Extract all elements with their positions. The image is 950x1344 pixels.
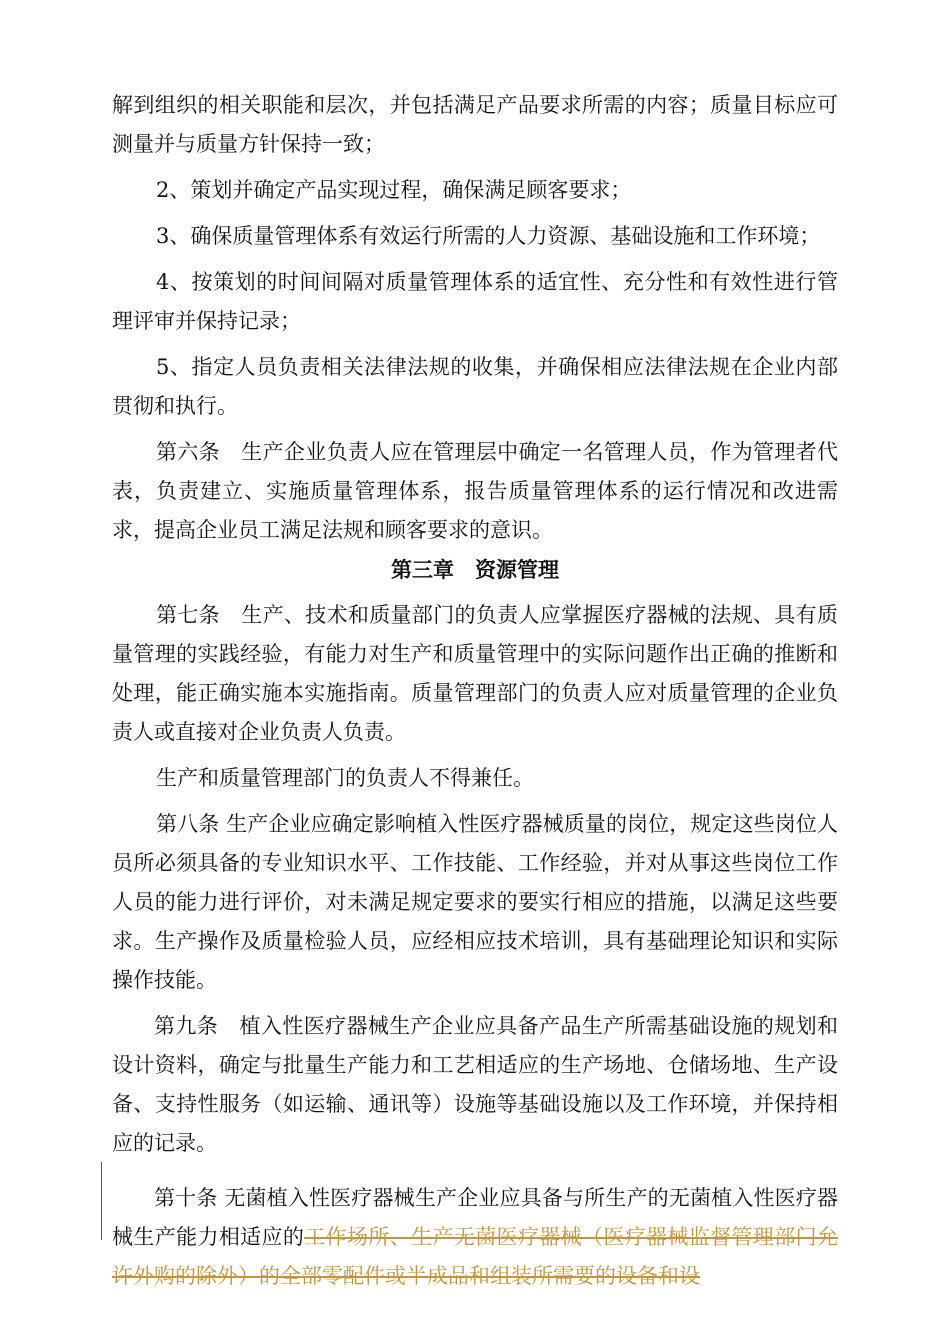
article-10 bbox=[112, 1179, 838, 1296]
article-8: 第八条 生产企业应确定影响植入性医疗器械质量的岗位，规定这些岗位人员所必须具备的专业知识水平、工作技能、工作经验，并对从事这些岗位工作人员的能力进行评价，对未满足规定要求的要实行相应的措施，以满足这些要求。生产操作及质量检验人员，应经相应技术培训，具有基础理论知识和实际操作技能。 bbox=[112, 812, 838, 992]
article-7: 第七条 生产、技术和质量部门的负责人应掌握医疗器械的法规、具有质量管理的实践经验，有能力对生产和质量管理中的实际问题作出正确的推断和处理，能正确实施本实施指南。质量管理部门的负责人应对质量管理的企业负责人或直接对企业负责人负责。 bbox=[112, 603, 838, 744]
list-item-4: 4、按策划的时间间隔对质量管理体系的适宜性、充分性和有效性进行管理评审并保持记录； bbox=[112, 270, 838, 333]
chapter-heading: 第三章 资源管理 bbox=[391, 557, 559, 582]
list-item-2: 2、策划并确定产品实现过程，确保满足顾客要求； bbox=[156, 178, 632, 202]
article-9: 第九条 植入性医疗器械生产企业应具备产品生产所需基础设施的规划和设计资料，确定与批量生产能力和工艺相适应的生产场地、仓储场地、生产设备、支持性服务（如运输、通讯等）设施等基础设施以及工作环境，并保持相应的记录。 bbox=[112, 1014, 838, 1155]
article-6: 第六条 生产企业负责人应在管理层中确定一名管理人员，作为管理者代表，负责建立、实施质量管理体系，报告质量管理体系的运行情况和改进需求，提高企业员工满足法规和顾客要求的意识。 bbox=[112, 440, 838, 542]
article-10-text: 第十条 无菌植入性医疗器械生产企业应具备与所生产的无菌植入性医疗器械生产能力相适应的 bbox=[112, 1186, 838, 1249]
list-item-3: 3、确保质量管理体系有效运行所需的人力资源、基础设施和工作环境； bbox=[156, 224, 821, 248]
list-item-5: 5、指定人员负责相关法律法规的收集，并确保相应法律法规在企业内部贯彻和执行。 bbox=[112, 355, 838, 418]
tracked-deletion: 工作场所、生产无菌医疗器械（医疗器械监督管理部门允许外购的除外）的全部零配件或半成品和组装所需要的设备和设 bbox=[112, 1225, 839, 1288]
change-bar bbox=[101, 1162, 102, 1240]
article-7-note: 生产和质量管理部门的负责人不得兼任。 bbox=[156, 766, 534, 790]
document-page bbox=[112, 86, 838, 1296]
paragraph-continuation: 解到组织的相关职能和层次，并包括满足产品要求所需的内容；质量目标应可测量并与质量方针保持一致； bbox=[112, 93, 838, 156]
